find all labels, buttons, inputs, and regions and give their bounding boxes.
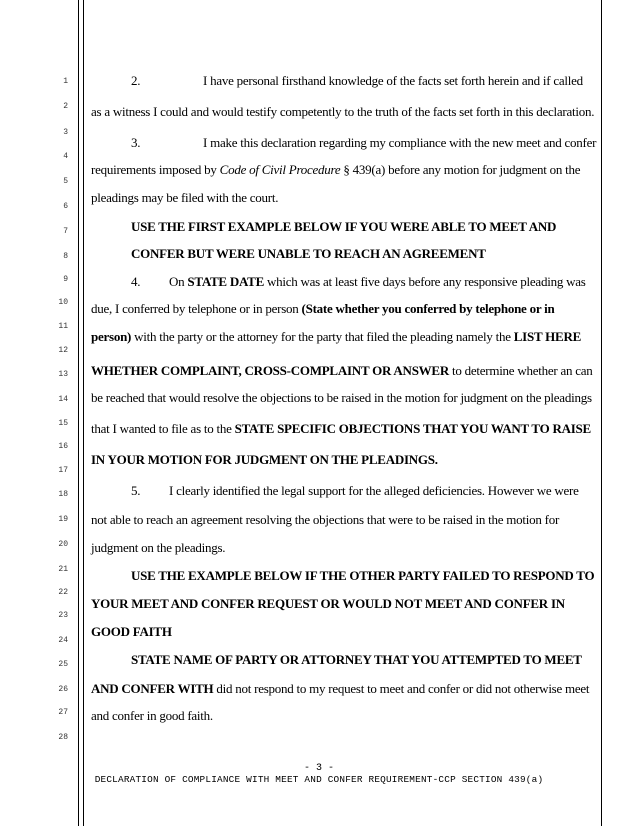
para-5-line-1 xyxy=(131,483,599,499)
placeholder-state-date: STATE DATE xyxy=(187,274,264,289)
page-number: - 3 - xyxy=(303,763,334,774)
line-number: 13 xyxy=(58,370,68,379)
para-4-text-6a: that I wanted to file as to the xyxy=(91,421,235,436)
para-3-text-2c: § 439(a) before any motion for judgment on the xyxy=(340,162,581,177)
para-4-line-4 xyxy=(91,363,599,379)
para-4-line-3 xyxy=(91,329,599,345)
para-4-text-1c: which was at least five days before any responsive pleading was xyxy=(264,274,586,289)
para-6-line-3 xyxy=(91,708,599,724)
para-4-text-5: be reached that would resolve the objections to be raised in the motion for judgment on the pleadings xyxy=(91,390,592,405)
heading-1-text-2: CONFER BUT WERE UNABLE TO REACH AN AGREEMENT xyxy=(131,246,486,261)
para-4-text-7: IN YOUR MOTION FOR JUDGMENT ON THE PLEADINGS. xyxy=(91,452,438,467)
para-4-line-2 xyxy=(91,301,599,317)
para-3-line-3 xyxy=(91,190,599,206)
line-number: 24 xyxy=(58,636,68,645)
line-number: 1 xyxy=(63,77,68,86)
line-number: 15 xyxy=(58,419,68,428)
footer-title: DECLARATION OF COMPLIANCE WITH MEET AND CONFER REQUIREMENT-CCP SECTION 439(a) xyxy=(94,774,544,785)
para-5-text-2: not able to reach an agreement resolving the objections that were to be raised in the motion for xyxy=(91,512,560,527)
para-4-line-5 xyxy=(91,390,599,406)
line-number: 16 xyxy=(58,442,68,451)
line-number: 4 xyxy=(63,152,68,161)
line-number: 12 xyxy=(58,346,68,355)
para-5-text-1: I clearly identified the legal support for the alleged deficiencies. However we were xyxy=(169,483,579,498)
line-number: 21 xyxy=(58,565,68,574)
para-3-line-2 xyxy=(91,162,599,178)
code-citation: Code of Civil Procedure xyxy=(219,162,341,177)
para-6-text-3: and confer in good faith. xyxy=(91,708,213,723)
heading-2-line-2 xyxy=(91,596,599,612)
line-number: 10 xyxy=(58,298,68,307)
para-6-line-2 xyxy=(91,681,599,697)
para-4-line-7 xyxy=(91,452,599,468)
para-4-text-4a: WHETHER COMPLAINT, CROSS-COMPLAINT OR ANSWER xyxy=(91,363,449,378)
line-number: 2 xyxy=(63,102,68,111)
para-3-text-1: I make this declaration regarding my compliance with the new meet and confer xyxy=(203,135,597,150)
line-number: 9 xyxy=(63,275,68,284)
line-number: 19 xyxy=(58,515,68,524)
line-number: 22 xyxy=(58,588,68,597)
line-number: 20 xyxy=(58,540,68,549)
para-2-number: 2. xyxy=(131,73,141,88)
para-5-text-3: judgment on the pleadings. xyxy=(91,540,226,555)
line-number: 11 xyxy=(58,322,68,331)
left-margin-rule-outer xyxy=(78,0,79,826)
para-3-text-2a: requirements imposed by xyxy=(91,162,220,177)
line-number: 27 xyxy=(58,708,68,717)
para-4-line-6 xyxy=(91,421,599,437)
para-5-line-3 xyxy=(91,540,599,556)
heading-2-text-3: GOOD FAITH xyxy=(91,624,172,639)
line-number: 6 xyxy=(63,202,68,211)
para-3-line-1 xyxy=(131,135,599,151)
para-4-text-6b: STATE SPECIFIC OBJECTIONS THAT YOU WANT TO RAISE xyxy=(234,421,591,436)
line-number: 17 xyxy=(58,466,68,475)
para-5-line-2 xyxy=(91,512,599,528)
para-6-line-1 xyxy=(131,652,599,668)
line-number: 8 xyxy=(63,252,68,261)
para-6-text-1: STATE NAME OF PARTY OR ATTORNEY THAT YOU ATTEMPTED TO MEET xyxy=(131,652,582,667)
para-2-text-2: as a witness I could and would testify competently to the truth of the facts set forth in this declaration. xyxy=(91,104,595,119)
para-4-number: 4. xyxy=(131,274,141,289)
para-3-number: 3. xyxy=(131,135,141,150)
line-number: 18 xyxy=(58,490,68,499)
para-4-text-2a: due, I conferred by telephone or in person xyxy=(91,301,302,316)
para-5-number: 5. xyxy=(131,483,141,498)
left-margin-rule-inner xyxy=(83,0,84,826)
para-4-text-2b: (State whether you conferred by telephone or in xyxy=(301,301,555,316)
para-2-text-1: I have personal firsthand knowledge of the facts set forth herein and if called xyxy=(203,73,583,88)
heading-1-line-1 xyxy=(131,219,599,235)
para-4-line-1 xyxy=(131,274,599,290)
line-number: 7 xyxy=(63,227,68,236)
line-number: 3 xyxy=(63,128,68,137)
line-number: 26 xyxy=(58,685,68,694)
para-4-text-3b: with the party or the attorney for the party that filed the pleading namely the xyxy=(131,329,514,344)
para-4-text-3a: person) xyxy=(91,329,132,344)
para-2-line-2 xyxy=(91,104,599,120)
para-6-text-2a: AND CONFER WITH xyxy=(91,681,214,696)
para-4-text-1a: On xyxy=(169,274,188,289)
line-number: 5 xyxy=(63,177,68,186)
para-2-line-1 xyxy=(131,73,599,89)
heading-2-text-1: USE THE EXAMPLE BELOW IF THE OTHER PARTY FAILED TO RESPOND TO xyxy=(131,568,595,583)
line-number: 14 xyxy=(58,395,68,404)
heading-2-text-2: YOUR MEET AND CONFER REQUEST OR WOULD NOT MEET AND CONFER IN xyxy=(91,596,565,611)
para-3-text-3: pleadings may be filed with the court. xyxy=(91,190,279,205)
para-4-text-3c: LIST HERE xyxy=(513,329,582,344)
heading-1-line-2 xyxy=(131,246,599,262)
heading-1-text-1: USE THE FIRST EXAMPLE BELOW IF YOU WERE ABLE TO MEET AND xyxy=(131,219,557,234)
heading-2-line-3 xyxy=(91,624,599,640)
line-number: 28 xyxy=(58,733,68,742)
para-4-text-4b: to determine whether an can xyxy=(448,363,593,378)
right-margin-rule xyxy=(601,0,602,826)
heading-2-line-1 xyxy=(131,568,599,584)
line-number: 25 xyxy=(58,660,68,669)
para-6-text-2b: did not respond to my request to meet and confer or did not otherwise meet xyxy=(213,681,590,696)
line-number: 23 xyxy=(58,611,68,620)
